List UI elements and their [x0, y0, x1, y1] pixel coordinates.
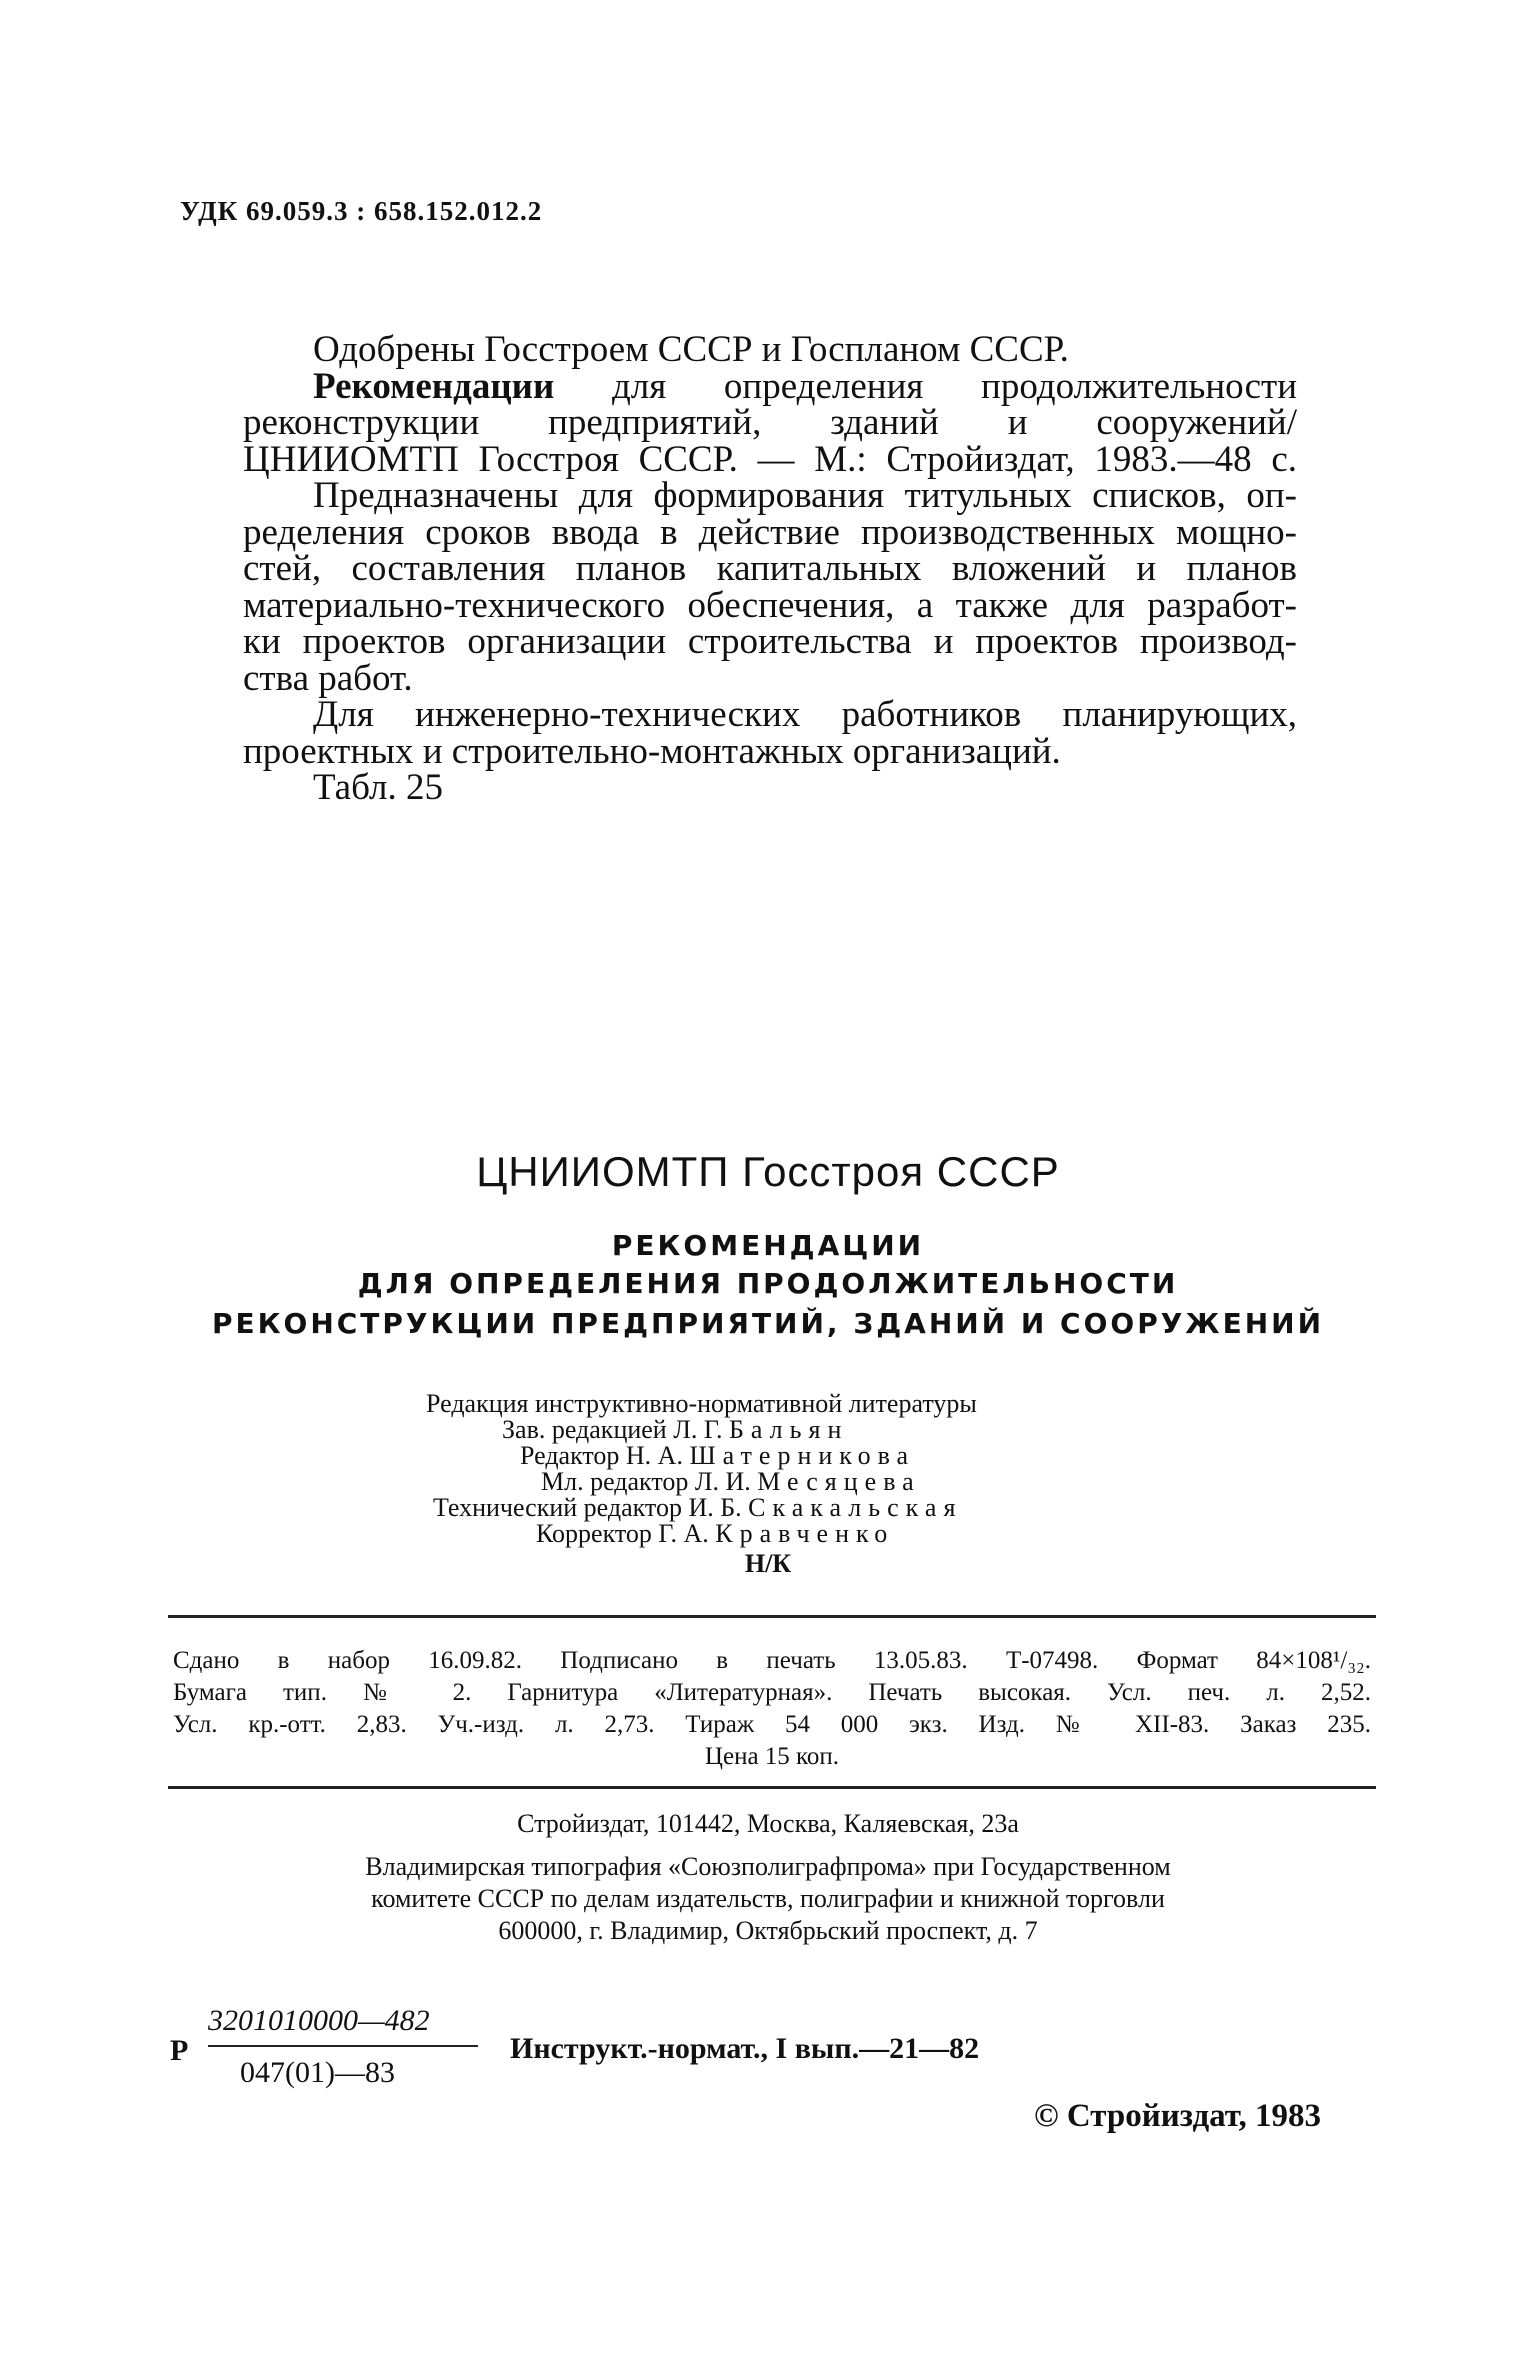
purpose-line: ки проектов организации строительства и проектов производ-: [243, 621, 1297, 662]
approval-line: Одобрены Госстроем СССР и Госпланом СССР.: [313, 329, 1069, 370]
printer-line: Владимирская типография «Союзполиграфпрома» при Государственном: [365, 1852, 1171, 1881]
book-title-line3: РЕКОНСТРУКЦИИ ПРЕДПРИЯТИЙ, ЗДАНИЙ И СООРУЖЕНИЙ: [211, 1307, 1325, 1340]
code-letter: Р: [170, 2034, 189, 2067]
bibliographic-title-line2: реконструкции предприятий, зданий и сооружений/: [243, 402, 1297, 443]
editor: Редактор Н. А. Шатерникова: [520, 1441, 916, 1470]
junior-editor: Мл. редактор Л. И. Месяцева: [541, 1467, 921, 1496]
technical-editor: Технический редактор И. Б. Скакальская: [433, 1493, 963, 1522]
audience-line: Для инженерно-технических работников планирующих,: [313, 694, 1297, 735]
audience-line: проектных и строительно-монтажных организаций.: [243, 730, 1061, 772]
imprint-line: Сдано в набор 16.09.82. Подписано в печать 13.05.83. Т-07498. Формат 84×108¹/₃₂.: [173, 1647, 1371, 1674]
purpose-line: стей, составления планов капитальных вложений и планов: [243, 548, 1297, 589]
organization-name: ЦНИИОМТП Госстроя СССР: [476, 1148, 1060, 1195]
corrector: Корректор Г. А. Кравченко: [536, 1519, 895, 1548]
divider-top: [168, 1615, 1376, 1618]
annotation-block: [243, 329, 1297, 808]
publisher-address: Стройиздат, 101442, Москва, Каляевская, 23а: [517, 1809, 1019, 1838]
code-numerator: 3201010000—482: [208, 2004, 430, 2037]
bibliographic-title-line3: ЦНИИОМТП Госстроя СССР. — М.: Стройиздат, 1983.—48 с.: [243, 438, 1297, 480]
code-denominator: 047(01)—83: [240, 2056, 395, 2089]
purpose-line: Предназначены для формирования титульных списков, оп-: [313, 475, 1297, 516]
category-code: Инструкт.-нормат., I вып.—21—82: [510, 2032, 980, 2065]
title-keyword: Рекомендации: [313, 365, 555, 407]
imprint-block: [173, 1645, 1371, 1773]
purpose-line: материально-технического обеспечения, а также для разработ-: [243, 584, 1297, 626]
imprint-line: Усл. кр.-отт. 2,83. Уч.-изд. л. 2,73. Тираж 54 000 экз. Изд. № XII-83. Заказ 235.: [173, 1711, 1371, 1738]
tables-count: Табл. 25: [313, 767, 443, 808]
bibliographic-title-line1: Рекомендации для определения продолжительности: [313, 365, 1297, 407]
price: Цена 15 коп.: [704, 1743, 840, 1770]
printer-address: 600000, г. Владимир, Октябрьский проспект, д. 7: [498, 1916, 1038, 1945]
head-of-editorial: Зав. редакцией Л. Г. Бальян: [502, 1415, 849, 1444]
printer-line: комитете СССР по делам издательств, полиграфии и книжной торговли: [371, 1884, 1165, 1913]
nk-mark: Н/К: [744, 1549, 792, 1578]
purpose-line: ства работ.: [243, 657, 413, 699]
book-title-line1: РЕКОМЕНДАЦИИ: [611, 1229, 925, 1262]
editorial-office: Редакция инструктивно-нормативной литературы: [426, 1389, 977, 1418]
fraction-bar: [208, 2045, 478, 2047]
copyright: © Стройиздат, 1983: [1034, 2098, 1322, 2134]
imprint-line: Бумага тип. № 2. Гарнитура «Литературная». Печать высокая. Усл. печ. л. 2,52.: [173, 1679, 1371, 1706]
divider-bottom: [168, 1786, 1376, 1789]
purpose-line: ределения сроков ввода в действие производственных мощно-: [243, 511, 1297, 553]
udk-code: УДК 69.059.3 : 658.152.012.2: [180, 196, 543, 226]
book-title-line2: ДЛЯ ОПРЕДЕЛЕНИЯ ПРОДОЛЖИТЕЛЬНОСТИ: [357, 1267, 1179, 1300]
